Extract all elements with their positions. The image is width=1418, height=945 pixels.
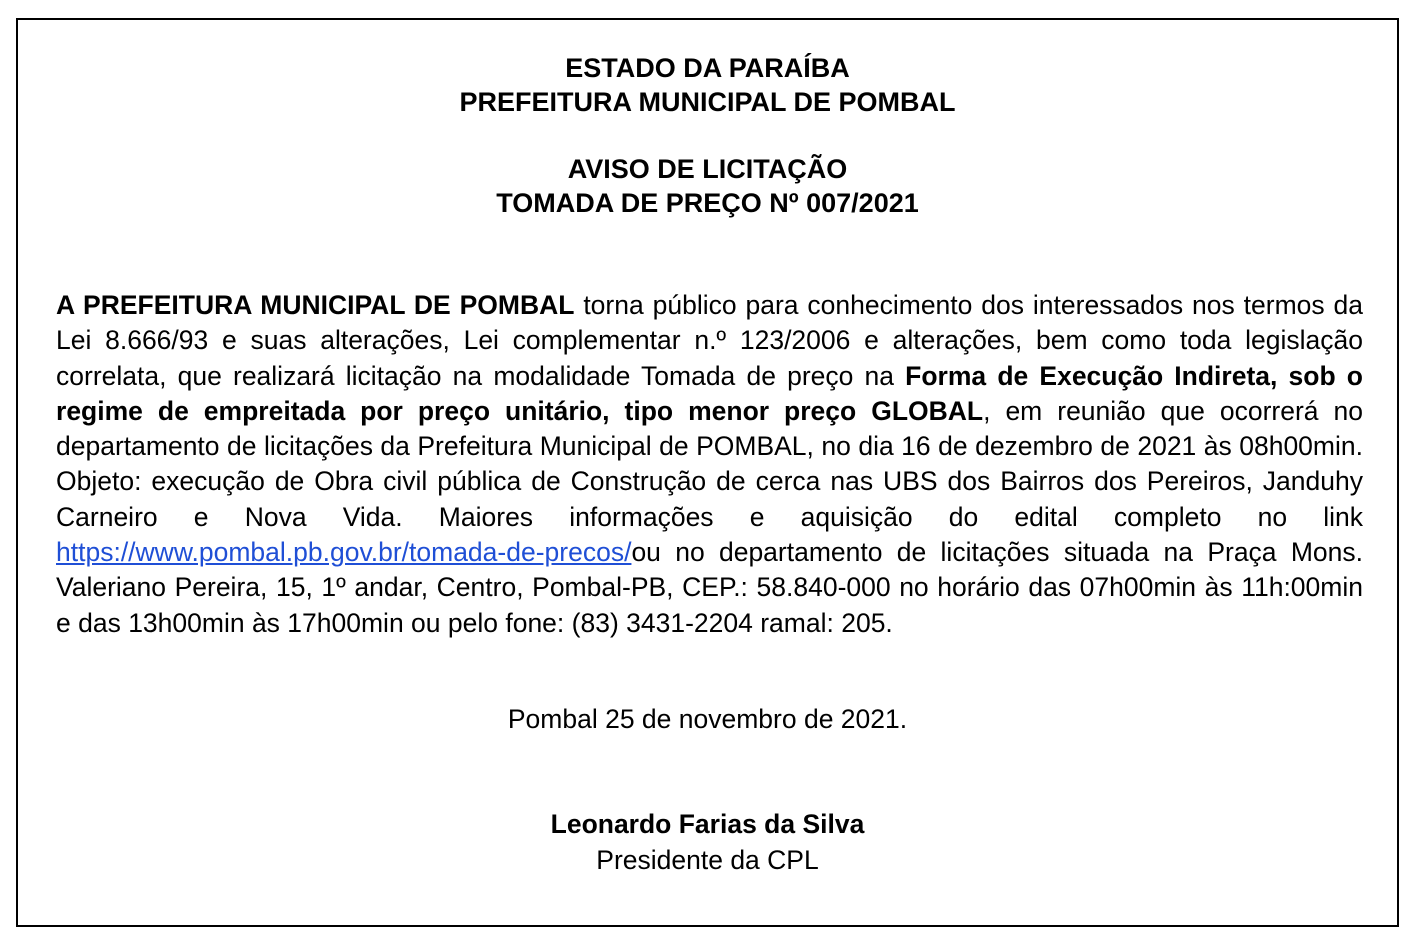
notice-title: AVISO DE LICITAÇÃO [567,154,848,184]
signer-name: Leonardo Farias da Silva [550,809,865,839]
notice-frame [16,18,1399,927]
signature-block [18,806,1397,878]
body-text-3: ou no departamento de licitações situada na Praça Mons. Valeriano Pereira, 15, 1º andar, Centro, Pombal-PB, CEP.: 58.840-000 no horário das 07h00min às 11h:00min e das 13h00min às 17h00min ou pelo fone: (83) 3431-2204 ramal: 205. [56,537,1363,638]
body-text-1: torna público para conhecimento dos interessados nos termos da Lei 8.666/93 e suas alterações, Lei complementar n.º 123/2006 e alterações, bem como toda legislação correlata, que realizará licitação na modalidade Tomada de preço na [56,290,1363,391]
signer-role: Presidente da CPL [596,845,819,875]
body-regime-bold: Forma de Execução Indireta, sob o regime de empreitada por preço unitário, tipo menor preço GLOBAL [56,360,1363,426]
body-lead-bold: A PREFEITURA MUNICIPAL DE POMBAL [56,290,575,320]
edital-link[interactable]: https://www.pombal.pb.gov.br/tomada-de-precos/ [56,537,632,568]
prefecture-title: PREFEITURA MUNICIPAL DE POMBAL [459,87,956,117]
body-text-2: , em reunião que ocorrerá no departamento de licitações da Prefeitura Municipal de POMBAL, no dia 16 de dezembro de 2021 às 08h00min. Objeto: execução de Obra civil pública de Construção de cerca nas UBS dos Bairros dos Pereiros, Janduhy Carneiro e Nova Vida. Maiores informações e aquisição do edital completo no link [56,395,1363,532]
issuer-header [18,51,1397,119]
date-line: Pombal 25 de novembro de 2021. [507,704,908,734]
notice-body [56,288,1363,641]
state-title: ESTADO DA PARAÍBA [565,53,850,83]
notice-header [18,152,1397,220]
notice-number: TOMADA DE PREÇO Nº 007/2021 [496,188,919,218]
